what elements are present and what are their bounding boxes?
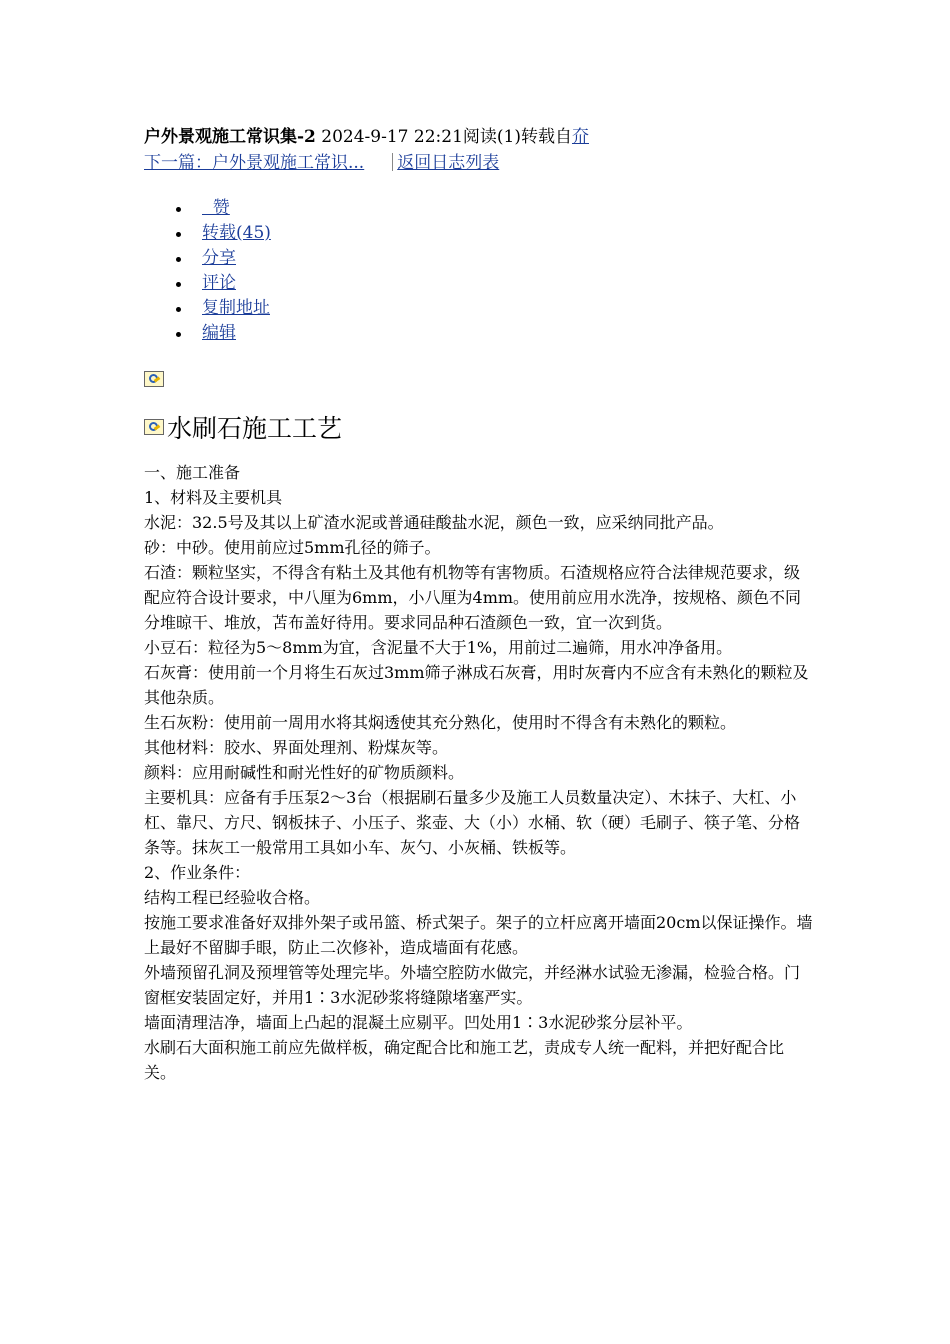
paragraph: 墙面清理洁净，墙面上凸起的混凝土应剔平。凹处用1∶3水泥砂浆分层补平。: [144, 1013, 693, 1032]
action-item: [176, 246, 814, 271]
post-meta: 2024-9-17 22:21阅读(1)转载自: [315, 127, 572, 147]
post-title-line: [144, 124, 814, 150]
action-item: [176, 196, 814, 221]
paragraph: 水刷石大面积施工前应先做样板，确定配合比和施工艺，责成专人统一配料，并把好配合比关。: [144, 1038, 785, 1082]
next-post-link[interactable]: 下一篇：户外景观施工常识...: [144, 153, 365, 173]
article-body: [144, 460, 814, 1085]
share-link[interactable]: 分享: [202, 248, 236, 268]
post-nav: [144, 150, 814, 176]
paragraph: 小豆石：粒径为5～8mm为宜，含泥量不大于1%，用前过二遍筛，用水冲净备用。: [144, 638, 733, 657]
action-list: [144, 196, 814, 346]
broken-image-icon: [144, 371, 164, 387]
post-title: 户外景观施工常识集-2: [144, 127, 316, 147]
broken-image-icon: [144, 419, 164, 435]
paragraph: 外墙预留孔洞及预埋管等处理完毕。外墙空腔防水做完，并经淋水试验无渗漏，检验合格。门窗框安装固定好，并用1∶3水泥砂浆将缝隙堵塞严实。: [144, 963, 801, 1007]
paragraph: 1、材料及主要机具: [144, 488, 283, 507]
paragraph: 水泥：32.5号及其以上矿渣水泥或普通硅酸盐水泥，颜色一致，应采纳同批产品。: [144, 513, 724, 532]
paragraph: 石灰膏：使用前一个月将生石灰过3mm筛子淋成石灰膏，用时灰膏内不应含有未熟化的颗粒及其他杂质。: [144, 663, 809, 707]
nav-divider: [392, 153, 393, 171]
action-item: [176, 271, 814, 296]
comment-link[interactable]: 评论: [202, 273, 236, 293]
action-item: [176, 296, 814, 321]
copy-address-link[interactable]: 复制地址: [202, 298, 270, 318]
paragraph: 砂：中砂。使用前应过5mm孔径的筛子。: [144, 538, 441, 557]
paragraph: 生石灰粉：使用前一周用水将其焖透使其充分熟化，使用时不得含有未熟化的颗粒。: [144, 713, 737, 732]
like-link[interactable]: 赞: [202, 198, 230, 218]
back-to-list-link[interactable]: 返回日志列表: [397, 153, 500, 173]
article-heading-text: 水刷石施工工艺: [167, 414, 343, 443]
action-item: [176, 321, 814, 346]
paragraph: 一、施工准备: [144, 463, 241, 482]
paragraph: 石渣：颗粒坚实，不得含有粘土及其他有机物等有害物质。石渣规格应符合法律规范要求，级配应符合设计要求，中八厘为6mm，小八厘为4mm。使用前应用水洗净，按规格、颜色不同分堆晾干、堆放，苫布盖好待用。要求同品种石渣颜色一致，宜一次到货。: [144, 563, 802, 632]
blog-post: [144, 124, 814, 1085]
paragraph: 颜料：应用耐碱性和耐光性好的矿物质颜料。: [144, 763, 465, 782]
article-heading: [144, 412, 814, 446]
action-item: [176, 221, 814, 246]
paragraph: 结构工程已经验收合格。: [144, 888, 321, 907]
repost-link[interactable]: 转载(45): [202, 223, 271, 243]
paragraph: 主要机具：应备有手压泵2～3台（根据刷石量多少及施工人员数量决定）、木抹子、大杠、小杠、靠尺、方尺、钢板抹子、小压子、浆壶、大（小）水桶、软（硬）毛刷子、筷子笔、分格条等。抹灰工一般常用工具如小车、灰勺、小灰桶、铁板等。: [144, 788, 801, 857]
source-link[interactable]: 夼: [571, 127, 589, 147]
image-placeholder: [144, 368, 814, 386]
paragraph: 其他材料：胶水、界面处理剂、粉煤灰等。: [144, 738, 449, 757]
paragraph: 按施工要求准备好双排外架子或吊篮、桥式架子。架子的立杆应离开墙面20cm以保证操作。墙上最好不留脚手眼，防止二次修补，造成墙面有花感。: [144, 913, 813, 957]
paragraph: 2、作业条件：: [144, 863, 251, 882]
edit-link[interactable]: 编辑: [202, 323, 236, 343]
